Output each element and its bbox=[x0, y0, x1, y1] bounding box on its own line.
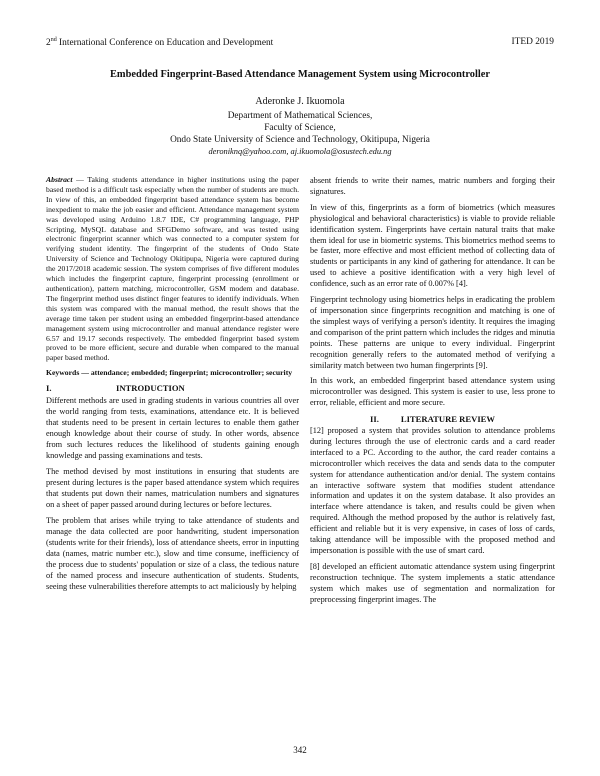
conference-header: 2nd International Conference on Education and Development bbox=[46, 37, 274, 49]
author-name: Aderonke J. Ikuomola bbox=[255, 96, 345, 107]
author-department: Department of Mathematical Sciences, bbox=[227, 111, 373, 121]
right-paragraph-0: absent friends to write their names, matric numbers and forging their signatures. bbox=[310, 176, 555, 196]
intro-paragraph-1: Different methods are used in grading students in various countries all over the world ranging from tests, examinations, attendance etc. It is believed that students need to be present in certain lectures to enable them gather enough knowledge about their course of study. In other words, absence from such lectures reduces the likelihood of students gaining enough knowledge and passing examinations and tests. bbox=[46, 395, 299, 460]
right-paragraph-4: [12] proposed a system that provides solution to attendance problems during lectures through the use of electronic cards and a card reader interfaced to a PC. According to the author, the card reader contains a microcontroller which receives the data and sends data to the computer system for attendance authentication and/or denial. The system contains an interactive software system that modifies student attendance information and updates it on the system database. It also provides an interface where attendance is taken, and results could be given when required. Although the method proposed by the author is relatively fast, efficient and reliable but it is very expensive, in cases of loss of cards, taking attendance will be impossible with the proposed method and impersonation is possible with the use of smart card. bbox=[310, 426, 555, 555]
right-paragraph-5: [8] developed an efficient automatic attendance system using fingerprint reconstruction technique. The system implements a static attendance system which makes use of segmentation and normalization for preprocessing fingerprint images. The bbox=[310, 561, 555, 604]
keywords: Keywords — attendance; embedded; fingerprint; microcontroller; security bbox=[46, 368, 293, 378]
intro-paragraph-3: The problem that arises while trying to take attendance of students and manage the data collected are poor handwriting, student impersonation (students write for their friends), loss of attendance sheets, error in inputting data (names, matric number etc.), slow and time consume, inefficiency of the process due to students' population or size of a class, the tedious nature of the named process and insecure authentication of students. Students, seeing these vulnerabilities therefore attempts to act maliciously by helping bbox=[46, 515, 299, 591]
author-university: Ondo State University of Science and Technology, Okitipupa, Nigeria bbox=[170, 135, 430, 145]
right-paragraph-3: In this work, an embedded fingerprint based attendance system using microcontroller was designed. This system is easier to use, less prone to error, reliable, efficient and more secure. bbox=[310, 376, 555, 408]
right-paragraph-1: In view of this, fingerprints as a form of biometrics (which measures physiological and behavioral characteristics) is viable to provide reliable identification system. Fingerprints have certain natural traits that make them ideal for use in biometric systems. This biometrics method seems to be faster, more effective and most efficient method of collecting data of students or participants in any kind of gathering for attendance. It can be used to achieve a positive identification with a very high level of confidence, such as an error rate of 0.007% [4]. bbox=[310, 202, 555, 289]
paper-title: Embedded Fingerprint-Based Attendance Management System using Microcontroller bbox=[109, 69, 490, 80]
abstract: Abstract — Taking students attendance in higher institutions using the paper based method is a difficult task especially when the number of students are much. In view of this, an embedded fingerprint based attendance system has become inexpedient to make the job easier and efficient. Attendance management system was developed using Arduino 1.8.7 IDE, C# programming language, PHP Scripting, MySQL database and SFGDemo software, and was tested using electronic fingerprint scanner which was connected to a computer system for verifying student identity. The fingerprint of the students of Ondo State University of Science and Technology Okitipupa, Nigeria were captured during the 2017/2018 academic session. The system comprises of five different modules which includes the fingerprint capture, fingerprint processing (enrollment or authentication), pattern matching, microcontroller, GSM modem and database. The fingerprint method uses distinct finger features to identify individuals. When this system was compared with the manual method, the result shows that the average time taken per student using an embedded fingerprint-based attendance management system using microcontroller and manual attendance register were 6.57 and 19.17 seconds respectively. The embedded fingerprint based system proved to be more efficient, secure and durable when compared to the manual paper based method. bbox=[46, 175, 299, 363]
page-number: 342 bbox=[293, 745, 307, 755]
section-introduction-heading: I. INTRODUCTION bbox=[46, 383, 185, 394]
author-emails: deroniknq@yahoo.com, aj.ikuomola@osustech.edu.ng bbox=[208, 147, 392, 156]
event-label: ITED 2019 bbox=[511, 37, 554, 47]
right-column bbox=[310, 176, 555, 611]
section-literature-heading: II. LITERATURE REVIEW bbox=[370, 414, 495, 425]
left-column bbox=[46, 175, 299, 597]
intro-paragraph-2: The method devised by most institutions in ensuring that students are present during lectures is the paper based attendance system which requires that students put down their names, matriculation numbers and signatures on a sheet of paper passed around during lectures or before lectures. bbox=[46, 466, 299, 509]
author-faculty: Faculty of Science, bbox=[264, 123, 336, 133]
right-paragraph-2: Fingerprint technology using biometrics helps in eradicating the problem of impersonation since fingerprints recognition and matching is one of the simplest ways of verifying a person's identity. It requires the imaging and comparison of the print pattern which includes the ridges and minutia points. These patterns are unique to every individual. Fingerprint recognition generally refers to the automated method of verifying a similarity match between two human fingerprints [9]. bbox=[310, 295, 555, 370]
